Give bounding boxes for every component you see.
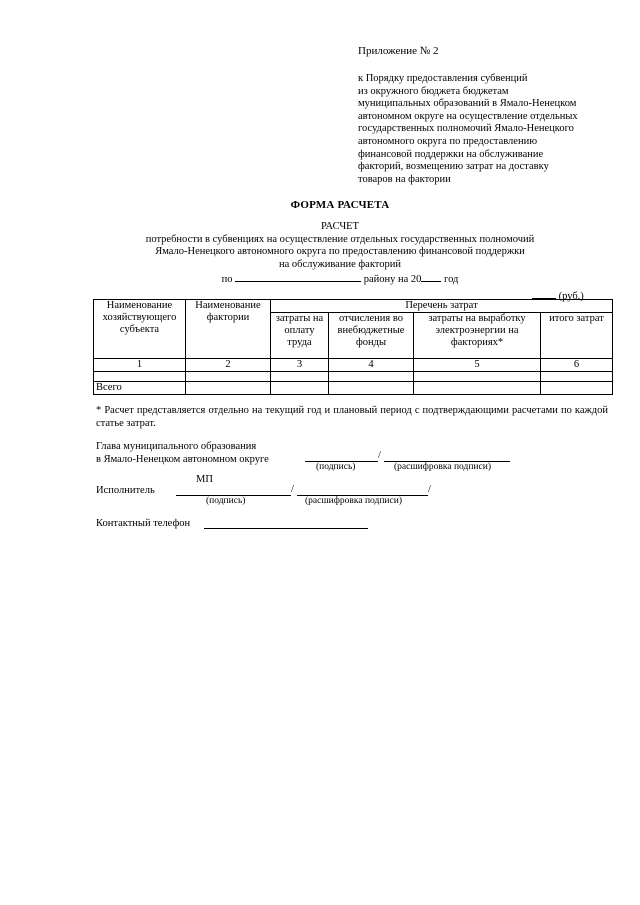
appendix-line: финансовой поддержки на обслуживание — [358, 148, 544, 160]
table-cell — [271, 382, 329, 395]
district-blank — [235, 271, 361, 282]
table-cell — [414, 382, 541, 395]
appendix-line: автономном округе на осуществление отдельных — [358, 110, 578, 122]
appendix-line: из окружного бюджета бюджетам — [358, 85, 509, 97]
footnote: * Расчет представляется отдельно на текущий год и плановый период с подтверждающими расчетами по каждой статье затрат. — [96, 405, 608, 430]
table-total-row — [94, 382, 613, 395]
calc-district-line — [40, 271, 640, 287]
appendix-line: товаров на фактории — [358, 173, 451, 185]
appendix-line: к Порядку предоставления субвенций — [358, 72, 528, 84]
stamp-label: МП — [196, 474, 213, 485]
table-cell — [94, 372, 186, 382]
form-title: ФОРМА РАСЧЕТА — [290, 199, 390, 211]
executor-decode-caption: (расшифровка подписи) — [305, 496, 402, 506]
calc-line: потребности в субвенциях на осуществление отдельных государственных полномочий — [145, 233, 535, 245]
expense-table — [93, 299, 613, 395]
appendix-line: автономного округа по предоставлению — [358, 135, 538, 147]
appendix-line: государственных полномочий Ямало-Ненецкого — [358, 123, 574, 135]
col-electricity-header: затраты на выработку электроэнергии на факториях* — [414, 313, 541, 359]
phone-label: Контактный телефон — [96, 518, 191, 529]
table-number-row — [94, 359, 613, 372]
table-cell — [329, 372, 414, 382]
head-line: Глава муниципального образования — [96, 441, 257, 452]
appendix-text — [358, 73, 613, 186]
total-label: Всего — [94, 382, 186, 395]
head-line: в Ямало-Ненецком автономном округе — [96, 454, 269, 466]
executor-slash: / — [291, 484, 294, 495]
calc-line: Ямало-Ненецкого автономного округа по предоставлению финансовой поддержки — [155, 246, 525, 258]
calc-suffix: год — [444, 274, 459, 286]
year-blank — [421, 271, 441, 282]
head-decode-caption: (расшифровка подписи) — [394, 462, 491, 472]
table-cell — [271, 372, 329, 382]
col-number: 3 — [271, 359, 329, 372]
table-cell — [541, 382, 613, 395]
head-slash: / — [378, 450, 381, 461]
col-number: 4 — [329, 359, 414, 372]
table-cell — [186, 382, 271, 395]
executor-label: Исполнитель — [96, 485, 155, 496]
executor-sign-caption: (подпись) — [206, 496, 246, 506]
executor-slash-end: / — [428, 484, 431, 495]
col-number: 5 — [414, 359, 541, 372]
table-cell — [186, 372, 271, 382]
appendix-title: Приложение № 2 — [358, 45, 439, 57]
col-funds-header: отчисления во внебюджетные фонды — [329, 313, 414, 359]
col-number: 1 — [94, 359, 186, 372]
table-cell — [414, 372, 541, 382]
col-number: 6 — [541, 359, 613, 372]
col-total-header: итого затрат — [541, 313, 613, 359]
head-sign-caption: (подпись) — [316, 462, 356, 472]
unit-text: (руб.) — [558, 291, 584, 302]
expenses-group-header: Перечень затрат — [271, 300, 613, 313]
calc-middle: району на 20 — [363, 274, 422, 286]
calc-prefix: по — [221, 274, 233, 286]
appendix-line: факторий, возмещению затрат на доставку — [358, 161, 549, 173]
unit-blank — [532, 288, 556, 299]
table-header-row — [94, 300, 613, 313]
col-number: 2 — [186, 359, 271, 372]
table-cell — [329, 382, 414, 395]
table-empty-row — [94, 372, 613, 382]
col-labor-header: затраты на оплату труда — [271, 313, 329, 359]
phone-line — [204, 528, 368, 529]
appendix-line: муниципальных образований в Ямало-Ненецком — [358, 98, 577, 110]
table-cell — [541, 372, 613, 382]
col-subject-header: Наименование хозяйствующего субъекта — [94, 300, 186, 359]
calc-heading: РАСЧЕТ — [321, 221, 359, 232]
col-factory-header: Наименование фактории — [186, 300, 271, 359]
appendix-block — [358, 45, 613, 186]
calc-line: на обслуживание факторий — [278, 258, 401, 270]
head-signature-label — [96, 440, 269, 466]
calc-heading-block — [40, 221, 640, 287]
